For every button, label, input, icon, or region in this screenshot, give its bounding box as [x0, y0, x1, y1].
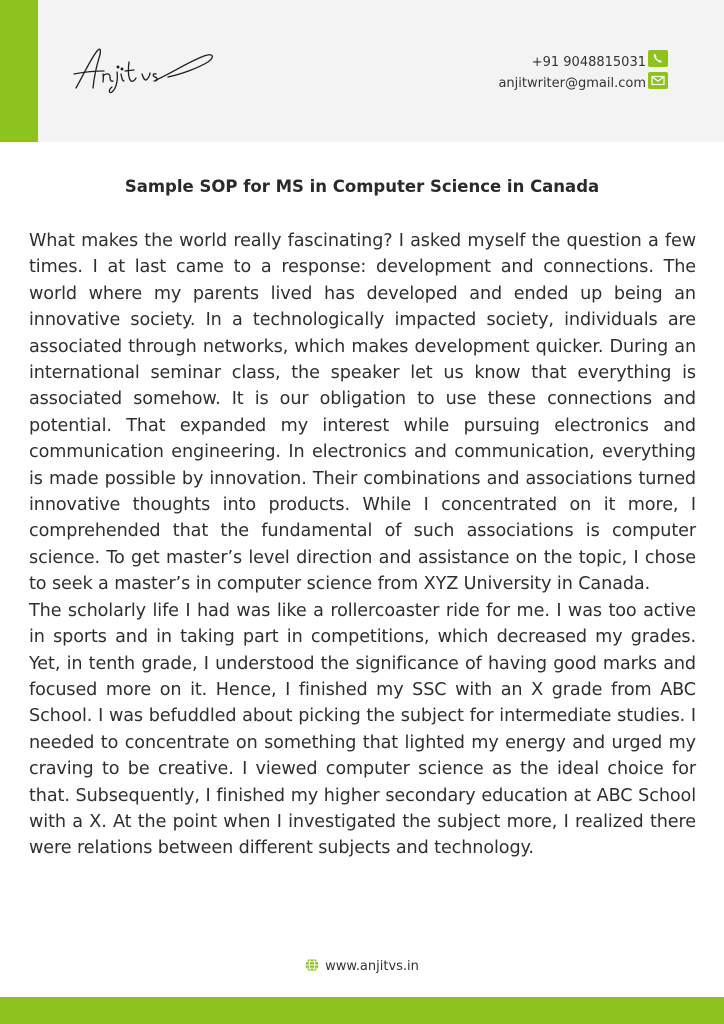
mail-icon	[648, 72, 668, 89]
contact-block	[498, 52, 646, 94]
globe-icon	[305, 958, 319, 972]
phone-icon	[648, 50, 668, 67]
website-link[interactable]: www.anjitvs.in	[325, 959, 419, 974]
document-body	[29, 228, 696, 862]
email-address: anjitwriter@gmail.com	[498, 76, 646, 91]
phone-number: +91 9048815031	[531, 55, 646, 70]
document-title: Sample SOP for MS in Computer Science in Canada	[124, 177, 600, 196]
paragraph-2: The scholarly life I had was like a rollercoaster ride for me. I was too active in sports and in taking part in competitions, which decreased my grades. Yet, in tenth grade, I understood the significance of having good marks and focused more on it. Hence, I finished my SSC with an X grade from ABC School. I was befuddled about picking the subject for intermediate studies. I needed to concentrate on something that lighted my energy and urged my craving to be creative. I viewed computer science as the ideal choice for that. Subsequently, I finished my higher secondary education at ABC School with a X. At the point when I investigated the subject more, I realized there were relations between different subjects and technology.	[29, 600, 696, 859]
bottom-accent-bar	[0, 997, 724, 1024]
signature-logo	[70, 44, 220, 94]
accent-bar	[0, 0, 38, 142]
paragraph-1: What makes the world really fascinating? I asked myself the question a few times. I at last came to a response: development and connections. The world where my parents lived has developed and ended up being an innovative society. In a technologically impacted society, individuals are associated through networks, which makes development quicker. During an international seminar class, the speaker let us know that everything is associated somehow. It is our obligation to use these connections and potential. That expanded my interest while pursuing electronics and communication engineering. In electronics and communication, everything is made possible by innovation. Their combinations and associations turned innovative thoughts into products. While I concentrated on it more, I comprehended that the fundamental of such associations is computer science. To get master’s level direction and assistance on the topic, I chose to seek a master’s in computer science from XYZ University in Canada.	[29, 231, 696, 595]
footer	[0, 958, 724, 974]
